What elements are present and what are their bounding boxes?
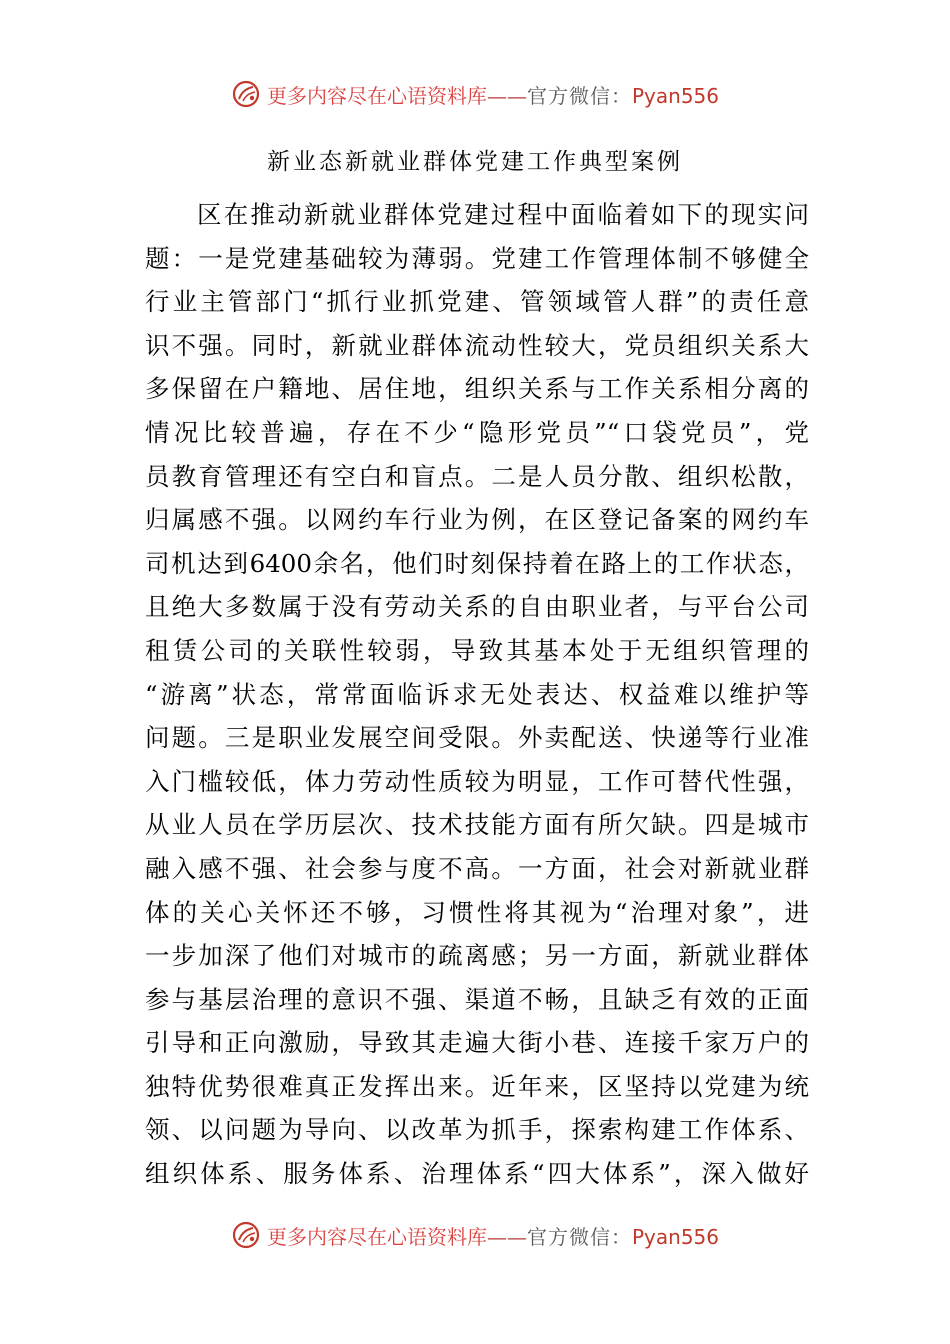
text-line: 体的关心关怀还不够，习惯性将其视为“治理对象”，进: [145, 897, 809, 927]
text-line: 引导和正向激励，导致其走遍大街小巷、连接千家万户的: [145, 1028, 809, 1058]
banner-wechat-label: 官方微信：: [526, 1224, 632, 1249]
banner-text: [267, 1221, 719, 1250]
document-title: 新业态新就业群体党建工作典型案例: [267, 149, 683, 175]
logo-icon: [231, 1220, 261, 1250]
text-line: 参与基层治理的意识不强、渠道不畅，且缺乏有效的正面: [145, 984, 809, 1014]
banner-text: [267, 80, 719, 109]
banner-separator: ——: [486, 83, 527, 108]
banner-wechat-id: Pyan556: [631, 1224, 719, 1249]
banner-main-text: 更多内容尽在心语资料库: [266, 1224, 487, 1249]
banner-main-text: 更多内容尽在心语资料库: [266, 83, 487, 108]
text-line: 区在推动新就业群体党建过程中面临着如下的现实问: [197, 200, 809, 229]
text-line: 司机达到6400余名，他们时刻保持着在路上的工作状态，: [145, 548, 809, 578]
banner-wechat-label: 官方微信：: [526, 83, 632, 108]
logo-icon: [231, 79, 261, 109]
banner-wechat-id: Pyan556: [631, 83, 719, 108]
text-line: 且绝大多数属于没有劳动关系的自由职业者，与平台公司: [145, 592, 809, 622]
text-line: 归属感不强。以网约车行业为例，在区登记备案的网约车: [145, 505, 809, 535]
text-line: 识不强。同时，新就业群体流动性较大，党员组织关系大: [145, 330, 809, 360]
text-line: 从业人员在学历层次、技术技能方面有所欠缺。四是城市: [145, 810, 809, 840]
text-line: 独特优势很难真正发挥出来。近年来，区坚持以党建为统: [145, 1071, 809, 1101]
text-line: 员教育管理还有空白和盲点。二是人员分散、组织松散，: [145, 461, 809, 491]
text-line: 租赁公司的关联性较弱，导致其基本处于无组织管理的: [145, 635, 809, 665]
text-line: 入门槛较低，体力劳动性质较为明显，工作可替代性强，: [145, 766, 809, 796]
text-line: 问题。三是职业发展空间受限。外卖配送、快递等行业准: [145, 723, 809, 753]
text-line: 融入感不强、社会参与度不高。一方面，社会对新就业群: [145, 853, 809, 883]
text-line: 一步加深了他们对城市的疏离感；另一方面，新就业群体: [145, 941, 809, 971]
text-line: 行业主管部门“抓行业抓党建、管领域管人群”的责任意: [145, 287, 809, 317]
text-line: 题：一是党建基础较为薄弱。党建工作管理体制不够健全: [145, 243, 809, 273]
text-line: “游离”状态，常常面临诉求无处表达、权益难以维护等: [145, 679, 809, 709]
text-line: 多保留在户籍地、居住地，组织关系与工作关系相分离的: [145, 374, 809, 404]
text-line: 组织体系、服务体系、治理体系“四大体系”，深入做好: [145, 1159, 809, 1189]
text-line: 情况比较普遍，存在不少“隐形党员”“口袋党员”，党: [145, 417, 809, 447]
header-banner: [0, 74, 950, 114]
document-body: [145, 193, 809, 1196]
banner-separator: ——: [486, 1224, 527, 1249]
footer-banner: [0, 1215, 950, 1255]
text-line: 领、以问题为导向、以改革为抓手，探索构建工作体系、: [145, 1115, 809, 1145]
